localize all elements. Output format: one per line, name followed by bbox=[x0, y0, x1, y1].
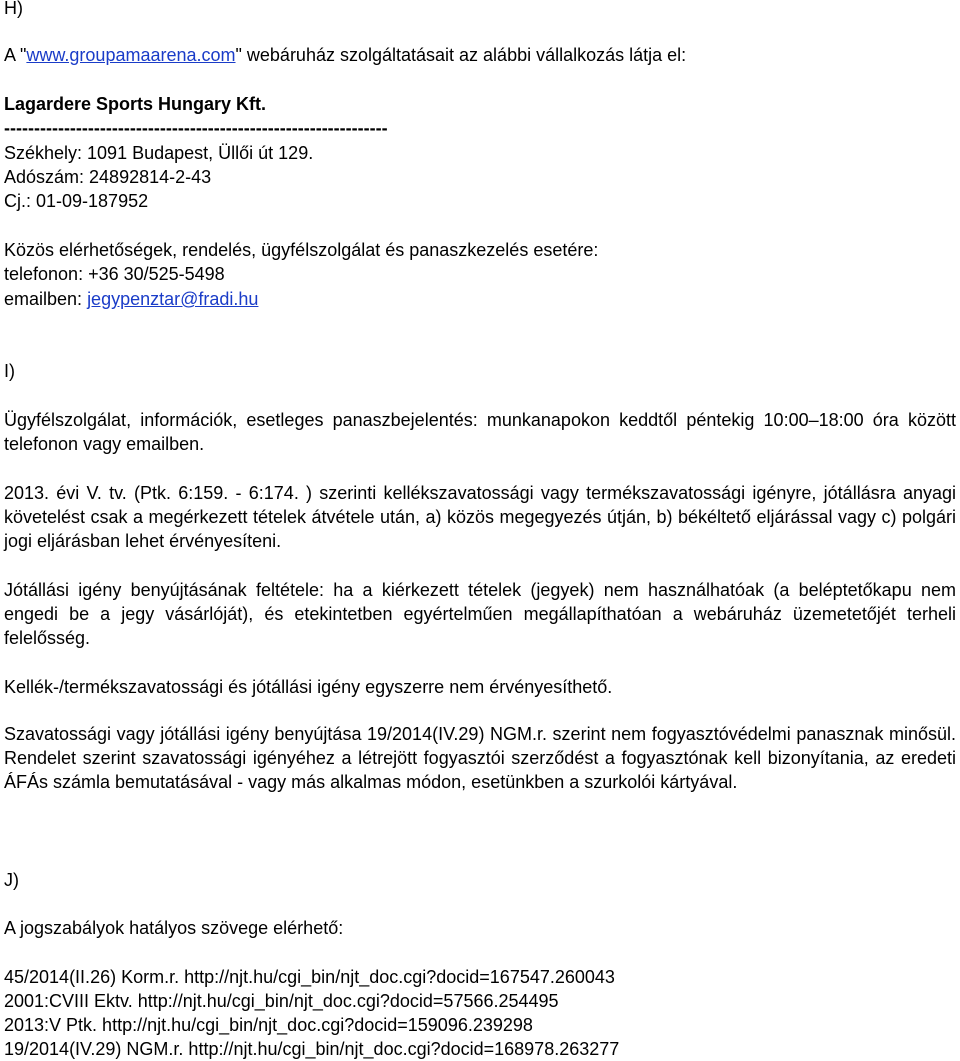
section-j-heading: J) bbox=[4, 870, 19, 890]
intro-suffix: " webáruház szolgáltatásait az alábbi vállalkozás látja el: bbox=[235, 45, 687, 65]
email-prefix: emailben: bbox=[4, 289, 88, 309]
section-h-heading: H) bbox=[4, 0, 23, 18]
laws-intro: A jogszabályok hatályos szövege elérhető: bbox=[4, 918, 344, 938]
email-link[interactable]: jegypenztar@fradi.hu bbox=[87, 289, 259, 309]
warranty-paragraph-3: Kellék-/termékszavatossági és jótállási igény egyszerre nem érvényesíthető. bbox=[4, 677, 613, 697]
law-reference: 2001:CVIII Ektv. http://njt.hu/cgi_bin/njt_doc.cgi?docid=57566.254495 bbox=[4, 991, 559, 1011]
intro-line bbox=[4, 43, 686, 67]
warranty-paragraph-1: 2013. évi V. tv. (Ptk. 6:159. - 6:174. ) szerinti kellékszavatossági vagy termékszavatossági igényre, jótállásra anyagi követelést csak a megérkezett tételek átvétele után, a) közös megegyezés útján, b) békéltető eljárással vagy c) polgári jogi eljárásban lehet érvényesíteni. bbox=[4, 483, 956, 551]
company-seat: Székhely: 1091 Budapest, Üllői út 129. bbox=[4, 143, 314, 163]
law-reference: 2013:V Ptk. http://njt.hu/cgi_bin/njt_doc.cgi?docid=159096.239298 bbox=[4, 1015, 533, 1035]
warranty-paragraph-2: Jótállási igény benyújtásának feltétele: ha a kiérkezett tételek (jegyek) nem használhatóak (a beléptetőkapu nem engedi be a jegy vásárlóját), és etekintetben egyértelműen megállapíthatóan a webáruház üzemetetőjét terheli felelősség. bbox=[4, 580, 956, 648]
law-reference: 19/2014(IV.29) NGM.r. http://njt.hu/cgi_bin/njt_doc.cgi?docid=168978.263277 bbox=[4, 1039, 620, 1059]
intro-prefix: A " bbox=[4, 45, 27, 65]
phone-contact: telefonon: +36 30/525-5498 bbox=[4, 264, 225, 284]
law-reference: 45/2014(II.26) Korm.r. http://njt.hu/cgi_bin/njt_doc.cgi?docid=167547.260043 bbox=[4, 967, 615, 987]
groupamaarena-link[interactable]: www.groupamaarena.com bbox=[26, 45, 236, 65]
contacts-intro: Közös elérhetőségek, rendelés, ügyfélszolgálat és panaszkezelés esetére: bbox=[4, 240, 599, 260]
warranty-paragraph-4: Szavatossági vagy jótállási igény benyújtása 19/2014(IV.29) NGM.r. szerint nem fogyasztóvédelmi panasznak minősül. Rendelet szerint szavatossági igényéhez a létrejött fogyasztói szerződést a fogyasztónak kell bizonyítania, az eredeti ÁFÁs számla bemutatásával - vagy más alkalmas módon, esetünkben a szurkolói kártyával. bbox=[4, 724, 956, 792]
company-registration: Cj.: 01-09-187952 bbox=[4, 191, 149, 211]
section-i-heading: I) bbox=[4, 361, 15, 381]
email-contact bbox=[4, 287, 258, 311]
company-name: Lagardere Sports Hungary Kft. bbox=[4, 94, 267, 114]
separator-line: ---------------------------------------------------------------- bbox=[4, 118, 388, 138]
tax-number: Adószám: 24892814-2-43 bbox=[4, 167, 212, 187]
service-hours-paragraph: Ügyfélszolgálat, információk, esetleges panaszbejelentés: munkanapokon keddtől péntekig 10:00–18:00 óra között telefonon vagy emailben. bbox=[4, 410, 956, 454]
